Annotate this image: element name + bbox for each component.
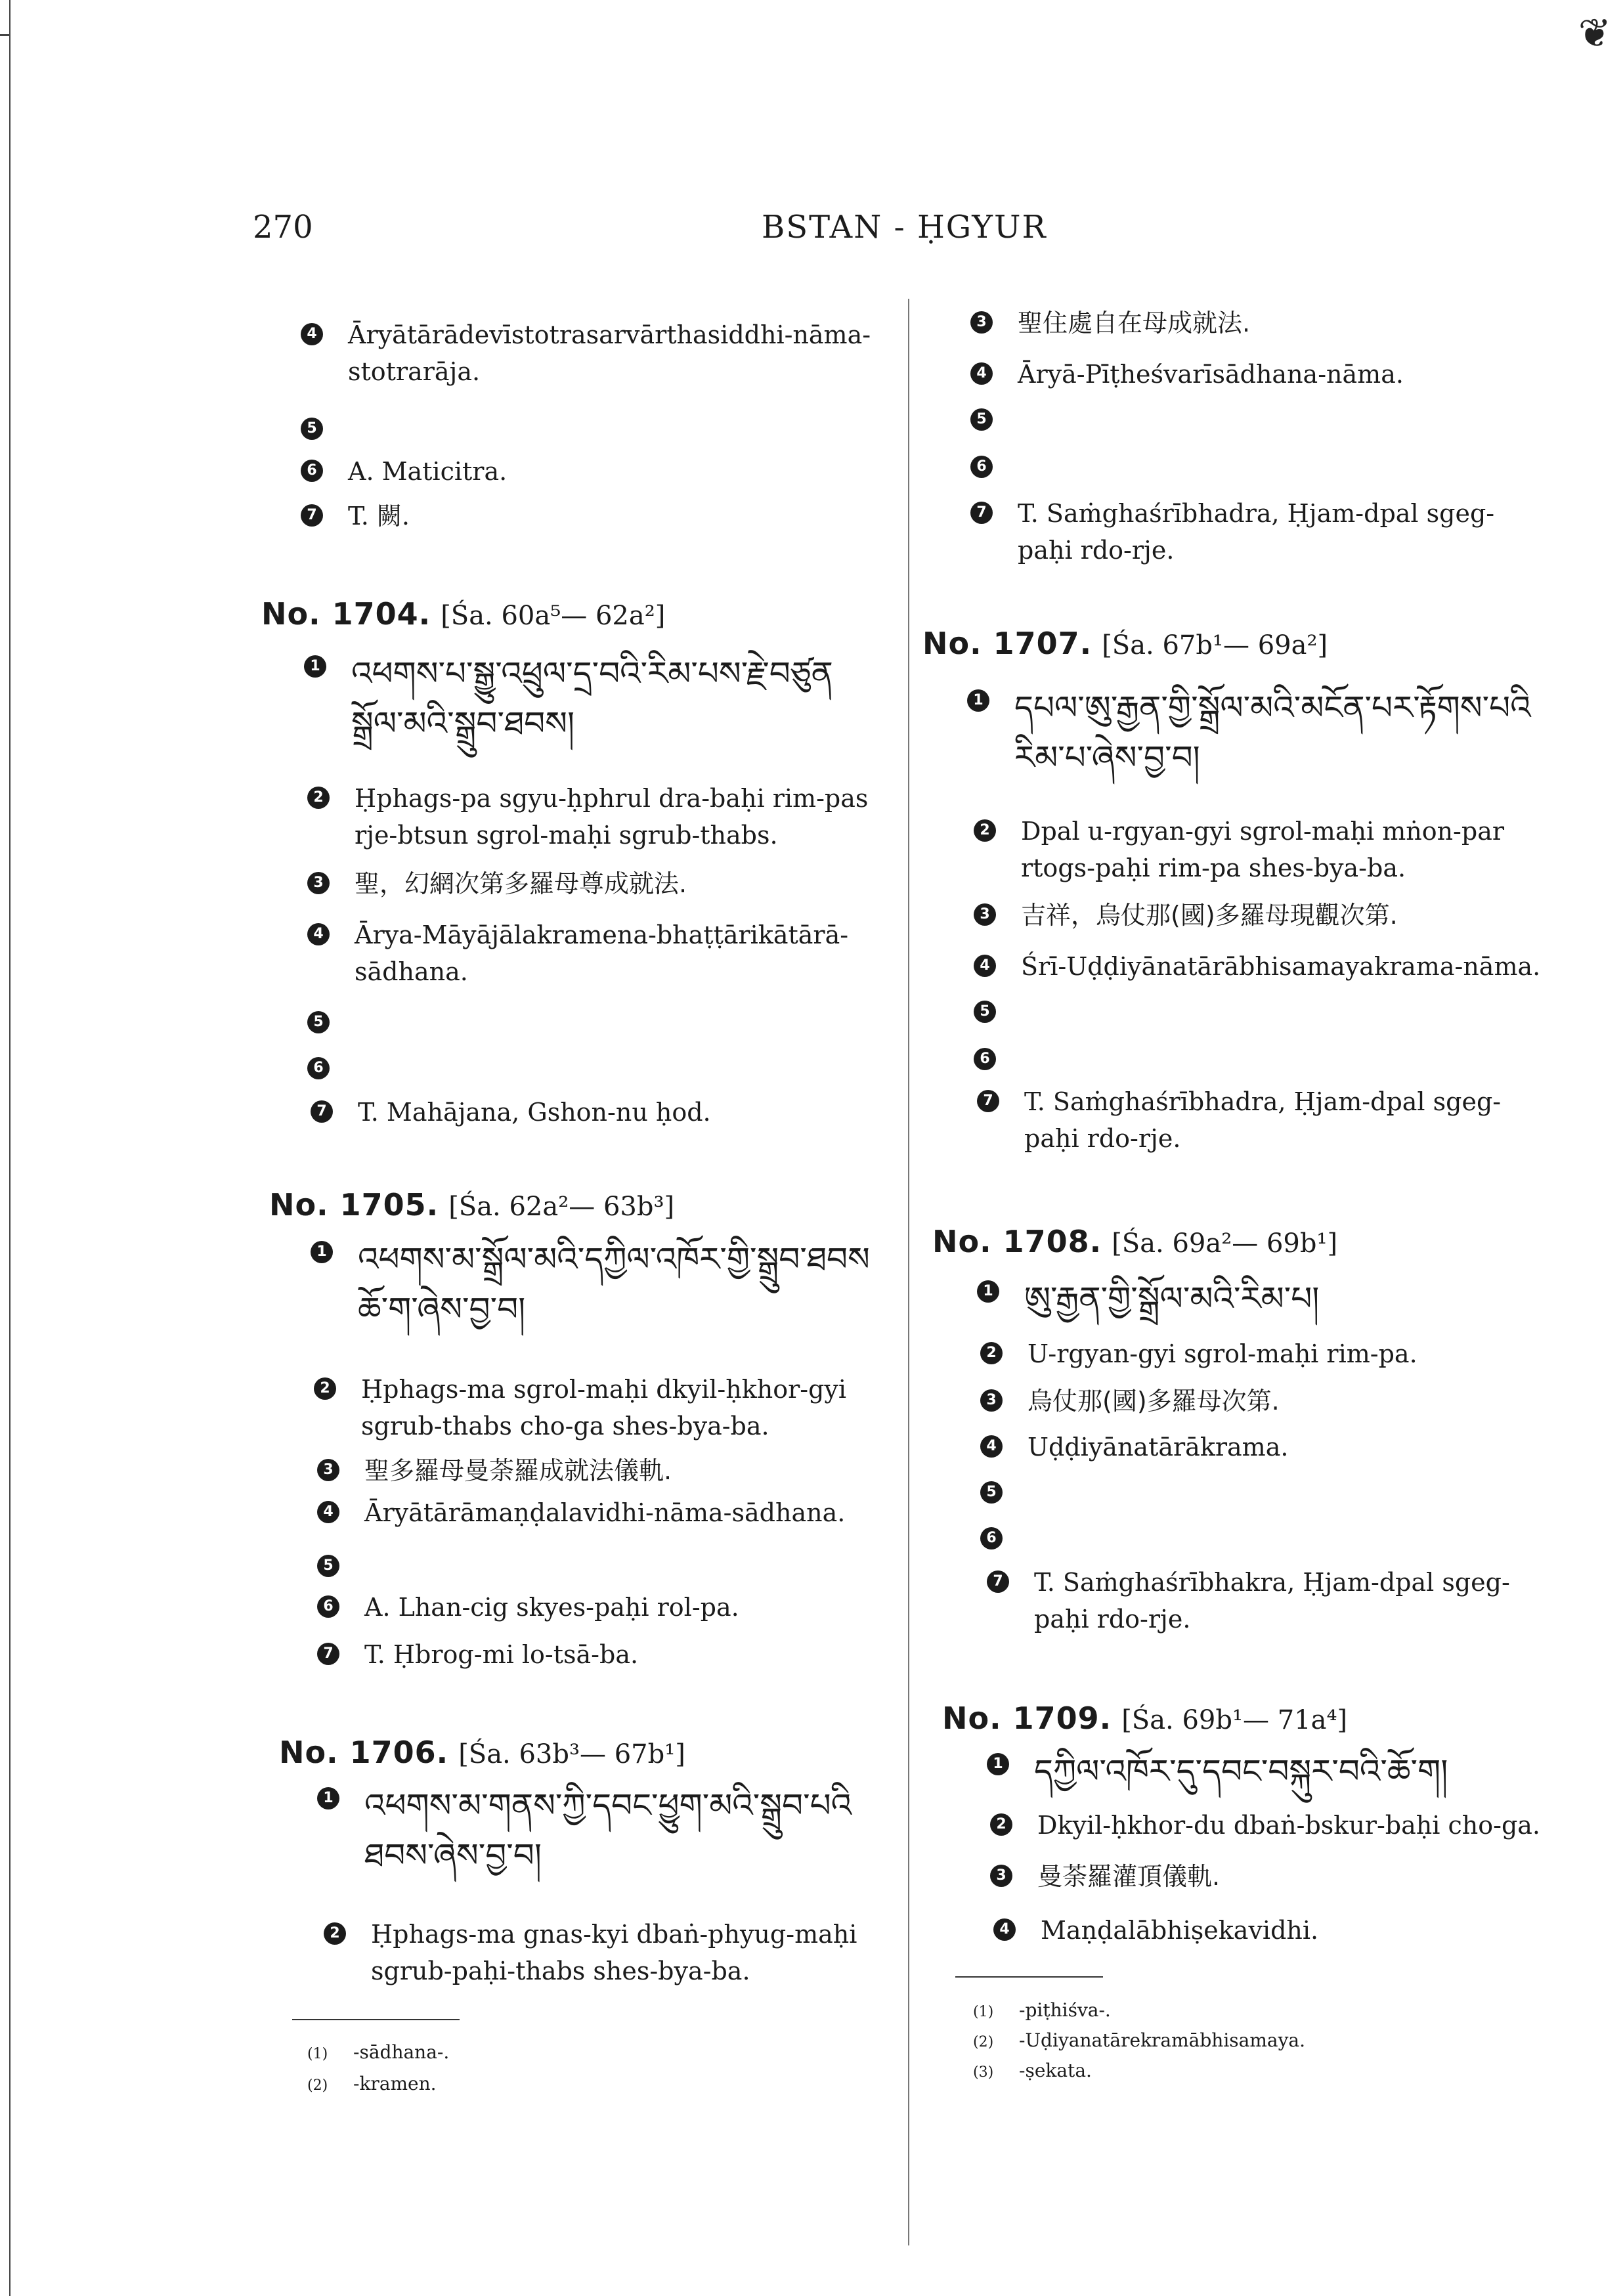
item-number-7: 7 [977,1090,999,1112]
entry-1704-tibetan: 1 འཕགས་པ་སྒྱུ་འཕྲུལ་དྲ་བའི་རིམ་པས་རྗེ་བཙུན སྒྲོལ་མའི་སྒྲུབ་ཐབས། [351,649,896,748]
entry-number: No. 1706. [279,1735,449,1770]
entry-1709-wylie: 2 Dkyil-ḥkhor-du dbaṅ-bskur-baḥi cho-ga. [1037,1807,1595,1844]
entry-1707-chinese: 3 吉祥，烏仗那(國)多羅母現觀次第. [1021,897,1579,934]
item-number-5: 5 [980,1481,1003,1504]
item-number-3: 3 [317,1459,339,1481]
item-number-2: 2 [307,787,330,809]
item-number-3: 3 [974,903,996,926]
entry-1703-author: 6 A. Maticitra. [348,453,893,490]
item-number-4: 4 [317,1501,339,1523]
entry-1703-translator: 7 T. 闕. [348,498,893,534]
item-number-5: 5 [970,408,993,431]
item-number-1: 1 [317,1787,339,1809]
footnote-1: (1) -sādhana-. [307,2041,450,2063]
footnote-3: (3) -ṣekata. [973,2060,1092,2081]
page-edge-tick [0,34,11,36]
entry-1707-wylie: 2 Dpal u-rgyan-gyi sgrol-maḥi mṅon-par rtogs-paḥi rim-pa shes-bya-ba. [1021,813,1579,886]
item-number-6: 6 [307,1057,330,1079]
entry-number: No. 1705. [269,1187,439,1223]
folio-reference: [Śa. 67b¹— 69a²] [1102,630,1328,661]
entry-1707-sanskrit: 4 Śrī-Uḍḍiyānatārābhisamayakrama-nāma. [1021,948,1579,985]
item-number-4: 4 [993,1918,1016,1941]
item-number-2: 2 [990,1813,1012,1836]
item-number-6: 6 [974,1048,996,1070]
entry-1704-header [261,596,665,632]
entry-1708-header [932,1224,1337,1259]
entry-number: No. 1707. [922,626,1093,661]
footnote-rule [292,2019,460,2020]
folio-reference: [Śa. 69a²— 69b¹] [1112,1228,1338,1259]
entry-1707-header [922,626,1328,661]
entry-number: No. 1704. [261,596,431,632]
entry-1704-sanskrit: 4 Ārya-Māyājālakramena-bhaṭṭārikātārā- sādhana. [355,917,899,990]
item-number-3: 3 [970,311,993,334]
entry-1708-translator: 7 T. Saṁghaśrībhakra, Ḥjam-dpal sgeg- paḥi rdo-rje. [1034,1564,1586,1637]
page-number: 270 [253,209,313,246]
entry-1706-sanskrit: 4 Āryā-Pīṭheśvarīsādhana-nāma. [1018,356,1576,393]
entry-1703-sanskrit: 4 Āryātārādevīstotrasarvārthasiddhi-nāma- stotrarāja. [348,316,893,390]
item-number-7: 7 [987,1570,1009,1593]
item-number-2: 2 [324,1922,346,1945]
entry-1708-tibetan: 1 ཨུ་རྒྱན་གྱི་སྒྲོལ་མའི་རིམ་པ། [1024,1274,1582,1324]
item-number-1: 1 [977,1280,999,1303]
folio-reference: [Śa. 69b¹— 71a⁴] [1121,1705,1348,1735]
item-number-4: 4 [970,362,993,385]
entry-1707-translator: 7 T. Saṁghaśrībhadra, Ḥjam-dpal sgeg- paḥi rdo-rje. [1024,1083,1582,1157]
entry-1705-author: 6 A. Lhan-cig skyes-paḥi rol-pa. [364,1589,909,1626]
item-number-1: 1 [987,1753,1009,1775]
entry-number: No. 1709. [942,1700,1112,1736]
entry-1705-translator: 7 T. Ḥbrog-mi lo-tsā-ba. [364,1636,909,1673]
entry-1708-sanskrit: 4 Uḍḍiyānatārākrama. [1028,1429,1586,1465]
entry-1708-wylie: 2 U-rgyan-gyi sgrol-maḥi rim-pa. [1028,1335,1586,1372]
footnote-rule [955,1976,1103,1978]
entry-1709-header [942,1700,1347,1736]
entry-1705-chinese: 3 聖多羅母曼荼羅成就法儀軌. [364,1452,909,1489]
footnote-1: (1) -piṭhiśva-. [973,1999,1111,2021]
item-number-4: 4 [980,1435,1003,1458]
item-number-6: 6 [970,456,993,478]
item-number-5: 5 [974,1001,996,1023]
item-number-4: 4 [301,323,323,345]
item-number-6: 6 [980,1527,1003,1549]
folio-reference: [Śa. 60a⁵— 62a²] [441,601,666,631]
item-number-3: 3 [307,872,330,894]
item-number-6: 6 [317,1595,339,1618]
item-number-1: 1 [967,689,989,712]
item-number-4: 4 [307,923,330,945]
entry-1704-wylie: 2 Ḥphags-pa sgyu-ḥphrul dra-baḥi rim-pas rje-btsun sgrol-maḥi sgrub-thabs. [355,780,899,854]
footnote-2: (2) -Uḍiyanatārekramābhisamaya. [973,2029,1305,2051]
entry-1707-tibetan: 1 དཔལ་ཨུ་རྒྱན་གྱི་སྒྲོལ་མའི་མངོན་པར་རྟོགས་པའི རིམ་པ་ཞེས་བྱ་བ། [1014,683,1579,783]
folio-reference: [Śa. 62a²— 63b³] [448,1192,675,1222]
entry-1709-tibetan: 1 དཀྱིལ་འཁོར་དུ་དབང་བསྐུར་བའི་ཆོ་ག། [1034,1746,1592,1796]
entry-1706-header [279,1735,685,1770]
running-title: BSTAN - ḤGYUR [762,209,1047,246]
entry-1706-wylie: 2 Ḥphags-ma gnas-kyi dbaṅ-phyug-maḥi sgrub-paḥi-thabs shes-bya-ba. [371,1916,909,1989]
entry-1706-tibetan: 1 འཕགས་མ་གནས་ཀྱི་དབང་ཕྱུག་མའི་སྒྲུབ་པའི ཐབས་ཞེས་བྱ་བ། [364,1781,909,1880]
item-number-5: 5 [307,1011,330,1033]
item-number-4: 4 [974,955,996,977]
folio-reference: [Śa. 63b³— 67b¹] [458,1739,685,1769]
entry-1709-sanskrit: 4 Maṇḍalābhiṣekavidhi. [1041,1912,1599,1949]
corner-ornament-icon: ❦ [1578,11,1611,56]
item-number-7: 7 [301,504,323,527]
entry-1708-chinese: 3 烏仗那(國)多羅母次第. [1028,1383,1586,1419]
item-number-2: 2 [974,819,996,842]
item-number-1: 1 [311,1241,333,1263]
item-number-3: 3 [980,1389,1003,1412]
entry-1705-sanskrit: 4 Āryātārāmaṇḍalavidhi-nāma-sādhana. [364,1494,909,1531]
item-number-5: 5 [301,418,323,440]
page-edge-line [9,0,11,2296]
entry-1705-tibetan: 1 འཕགས་མ་སྒྲོལ་མའི་དཀྱིལ་འཁོར་གྱི་སྒྲུབ་ཐབས ཆོ་ག་ཞེས་བྱ་བ། [358,1234,903,1334]
entry-1704-chinese: 3 聖，幻網次第多羅母尊成就法. [355,865,899,902]
item-number-2: 2 [980,1342,1003,1364]
entry-1705-header [269,1187,674,1223]
entry-number: No. 1708. [932,1224,1102,1259]
item-number-3: 3 [990,1865,1012,1887]
footnote-2: (2) -kramen. [307,2073,437,2094]
entry-1705-wylie: 2 Ḥphags-ma sgrol-maḥi dkyil-ḥkhor-gyi sgrub-thabs cho-ga shes-bya-ba. [361,1371,906,1444]
item-number-7: 7 [970,502,993,524]
item-number-6: 6 [301,460,323,482]
entry-1704-translator: 7 T. Mahājana, Gshon-nu ḥod. [358,1094,903,1131]
item-number-7: 7 [317,1643,339,1665]
entry-1706-chinese: 3 聖住處自在母成就法. [1018,305,1576,341]
item-number-5: 5 [317,1555,339,1577]
item-number-7: 7 [311,1100,333,1123]
entry-1706-translator: 7 T. Saṁghaśrībhadra, Ḥjam-dpal sgeg- paḥi rdo-rje. [1018,495,1576,569]
entry-1709-chinese: 3 曼荼羅灌頂儀軌. [1037,1858,1595,1895]
item-number-2: 2 [314,1377,336,1400]
item-number-1: 1 [304,655,326,678]
